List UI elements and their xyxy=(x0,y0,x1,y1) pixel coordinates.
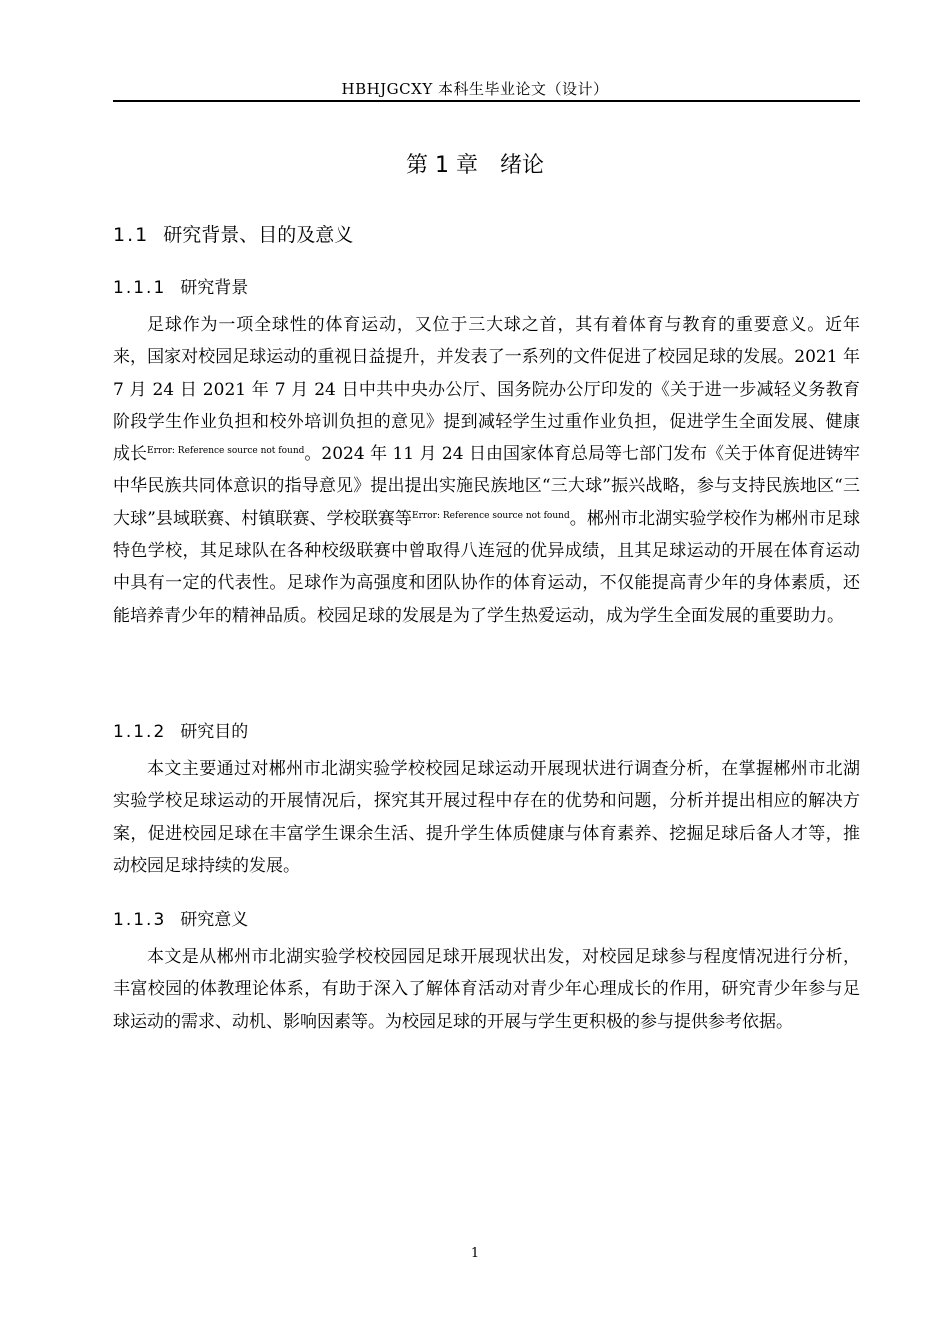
subsection-number: 1.1.1 xyxy=(113,278,167,298)
page-number: 1 xyxy=(470,1246,480,1261)
reference-error-1: Error: Reference source not found xyxy=(147,446,305,457)
purpose-paragraph: 本文主要通过对郴州市北湖实验学校校园足球运动开展现状进行调查分析，在掌握郴州市北湖实验学校足球运动的开展情况后，探究其开展过程中存在的优势和问题，分析并提出相应的解决方案，促进校园足球在丰富学生课余生活、提升学生体质健康与体育素养、挖掘足球后备人才等，推动校园足球持续的发展。 xyxy=(113,759,860,876)
subsection-heading-purpose xyxy=(113,717,248,742)
background-text-2: 。2024 年 11 月 24 日由国家体育总局等七部门发布《关于体育促进铸牢中华民族共同体意识的指导意见》提出提出实施民族地区“三大球”振兴战略，参与支持民族地区“三大球”县域联赛、村镇联赛、学校联赛等 xyxy=(113,444,861,529)
background-paragraph xyxy=(113,309,860,632)
page-header: HBHJGCXY 本科生毕业论文（设计） xyxy=(341,80,609,98)
section-heading xyxy=(113,220,353,247)
background-text-3: 。郴州市北湖实验学校作为郴州市足球特色学校，其足球队在各种校级联赛中曾取得八连冠的优异成绩，且其足球运动的开展在体育运动中具有一定的代表性。足球作为高强度和团队协作的体育运动，不仅能提高青少年的身体素质，还能培养青少年的精神品质。校园足球的发展是为了学生热爱运动，成为学生全面发展的重要助力。 xyxy=(113,508,860,626)
chapter-number: 第 1 章 xyxy=(406,153,478,178)
chapter-name: 绪论 xyxy=(499,153,544,178)
subsection-heading-background xyxy=(113,273,248,298)
subsection-title: 研究意义 xyxy=(180,910,249,930)
header-rule xyxy=(113,100,860,102)
subsection-heading-significance xyxy=(113,905,248,930)
background-text-1: 足球作为一项全球性的体育运动，又位于三大球之首，其有着体育与教育的重要意义。近年来，国家对校园足球运动的重视日益提升，并发表了一系列的文件促进了校园足球的发展。2021 年 7 月 24 日 2021 年 7 月 24 日中共中央办公厅、国务院办公厅印发的《关于进一步减轻义务教育阶段学生作业负担和校外培训负担的意见》提到减轻学生过重作业负担，促进学生全面发展、健康成长 xyxy=(113,315,860,465)
subsection-title: 研究目的 xyxy=(180,722,249,742)
subsection-number: 1.1.2 xyxy=(113,722,167,742)
section-number: 1.1 xyxy=(113,224,150,246)
subsection-title: 研究背景 xyxy=(180,278,249,298)
reference-error-2: Error: Reference source not found xyxy=(412,510,570,521)
section-title: 研究背景、目的及意义 xyxy=(163,224,354,246)
significance-paragraph: 本文是从郴州市北湖实验学校校园园足球开展现状出发，对校园足球参与程度情况进行分析，丰富校园的体教理论体系，有助于深入了解体育活动对青少年心理成长的作用，研究青少年参与足球运动的需求、动机、影响因素等。为校园足球的开展与学生更积极的参与提供参考依据。 xyxy=(113,947,860,1032)
chapter-title xyxy=(0,148,950,179)
subsection-number: 1.1.3 xyxy=(113,910,167,930)
